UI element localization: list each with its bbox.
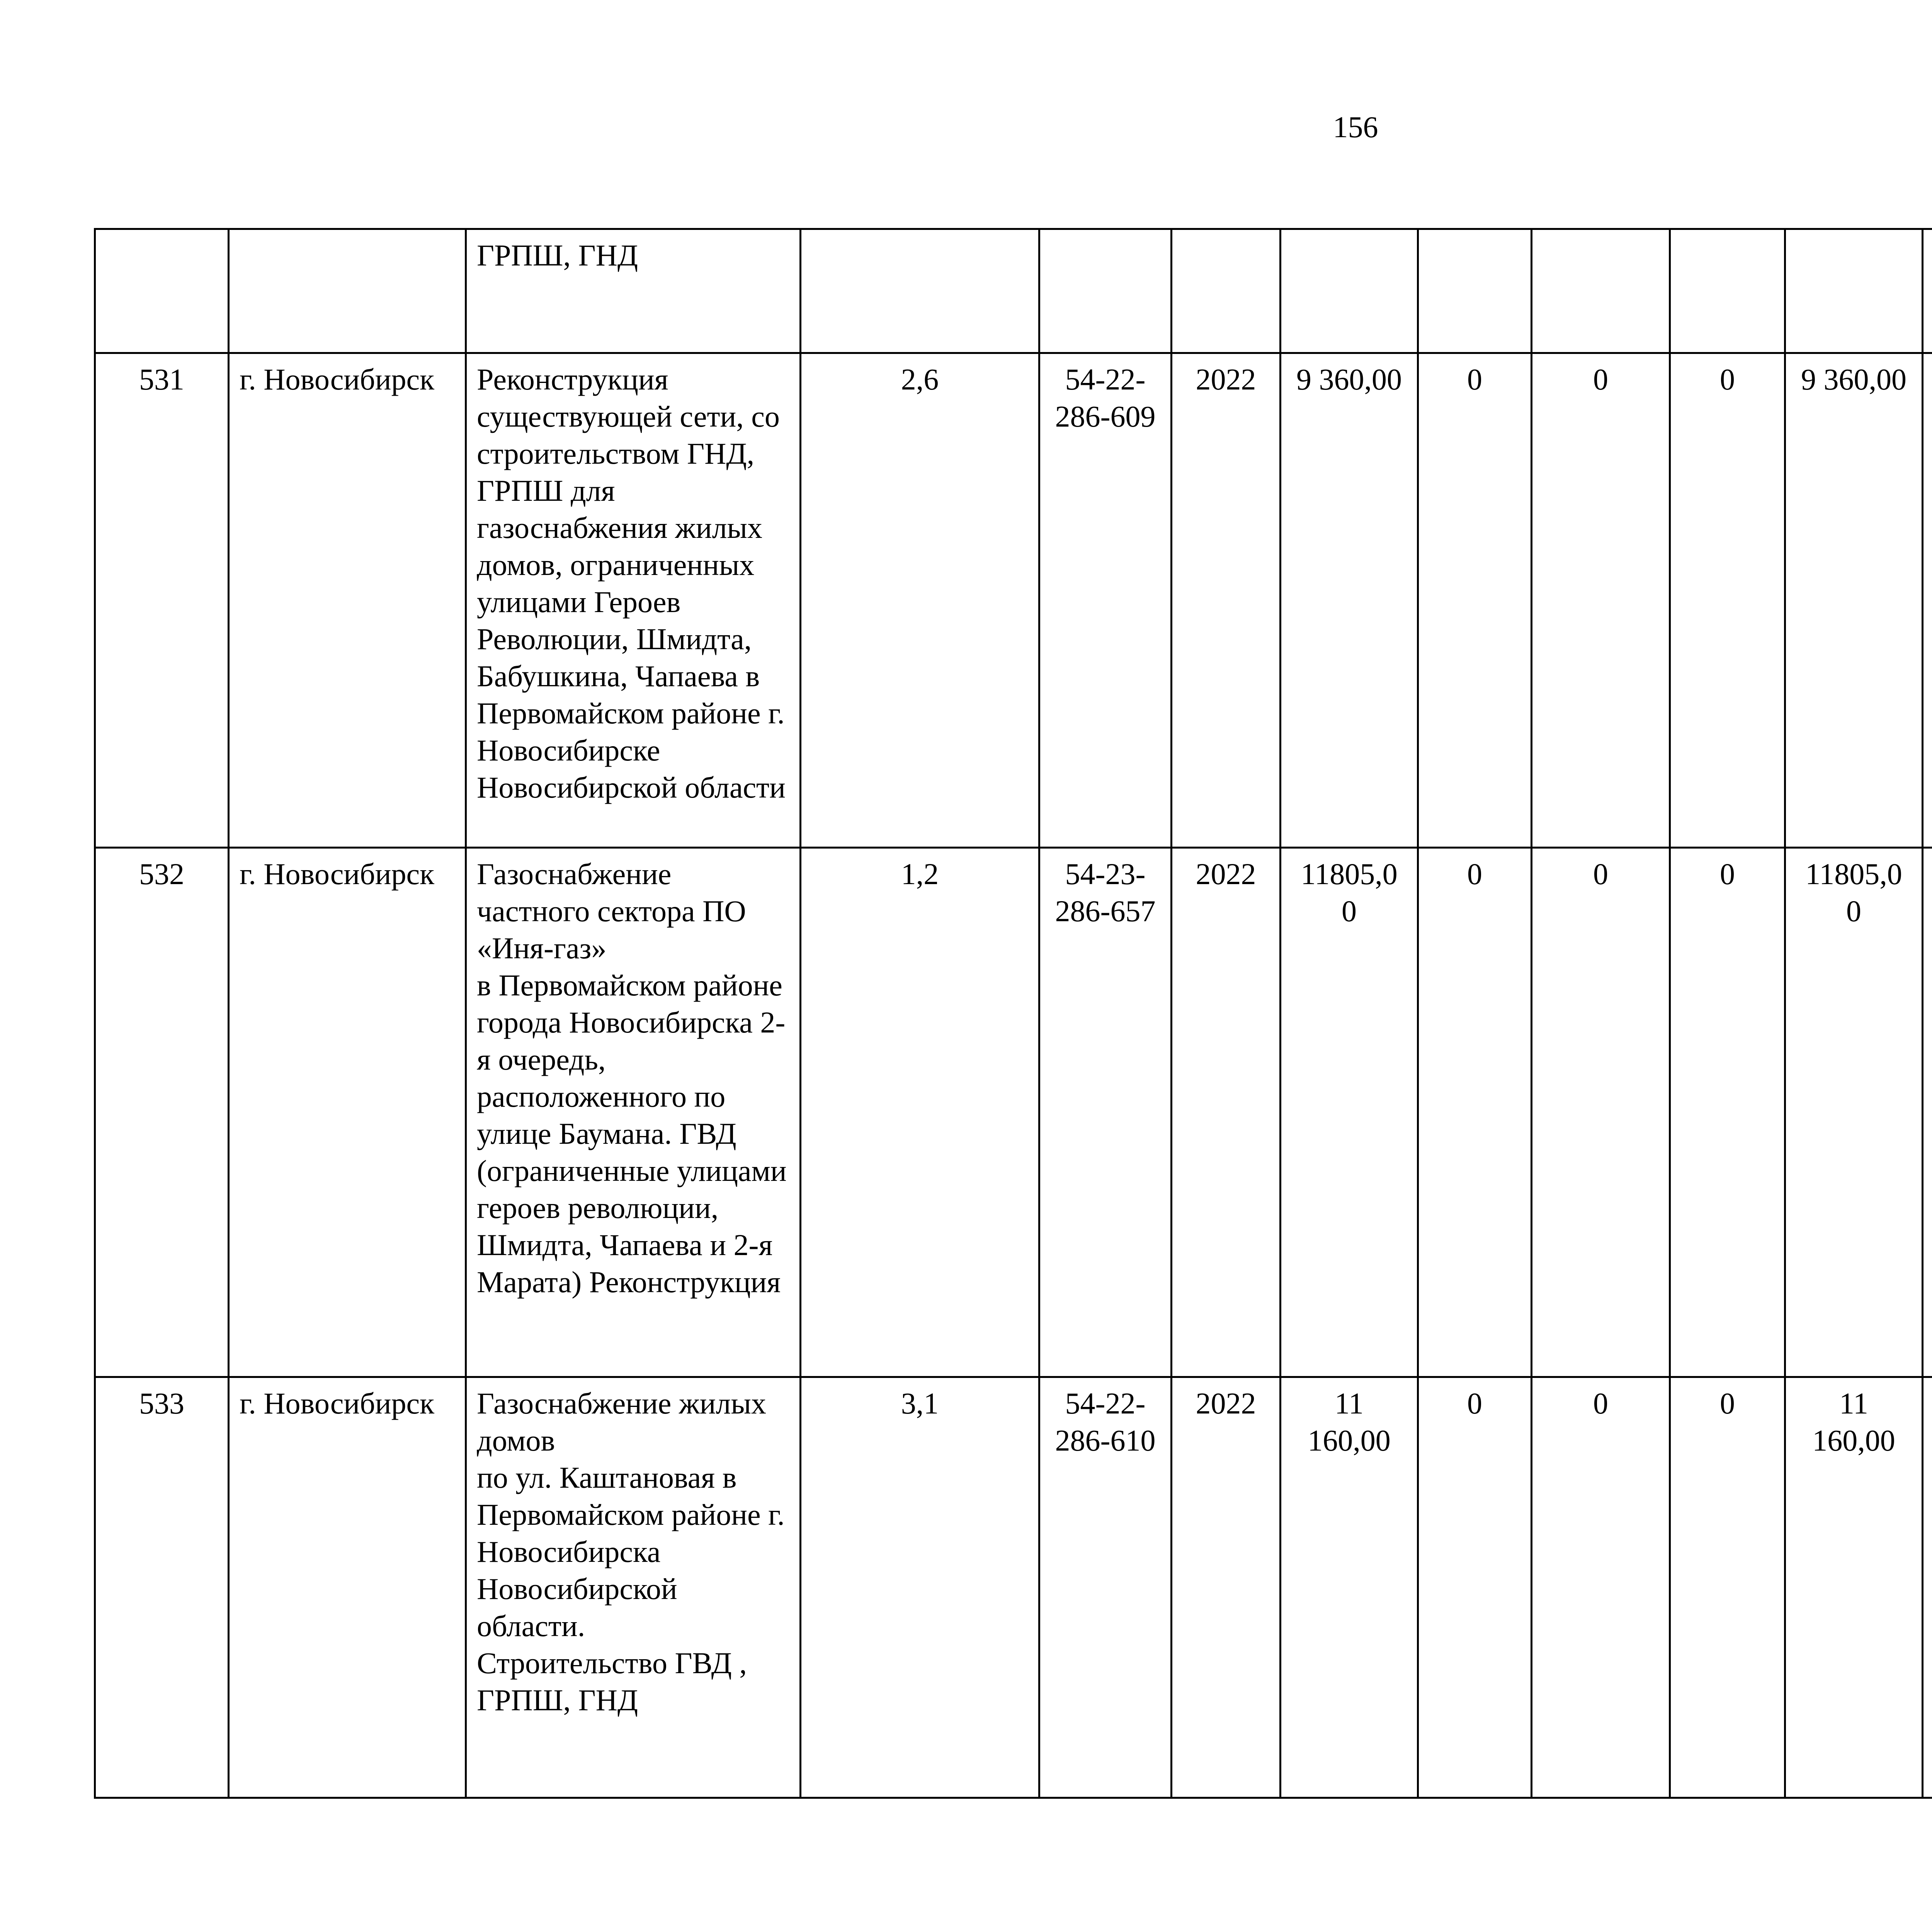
value-cell-4: [1785, 229, 1923, 353]
value-cell-1: 0: [1418, 1377, 1532, 1798]
year-cell: [1172, 229, 1281, 353]
year-cell: 2022: [1172, 353, 1281, 848]
value-cell-3: 0: [1670, 1377, 1785, 1798]
executor-cell: [1923, 353, 1932, 848]
length-cell: 1,2: [801, 848, 1039, 1377]
description-cell: Газоснабжение частного сектора ПО «Иня-газ» в Первомайском районе города Новосибирска 2-я очередь, расположенного по улице Баумана. ГВД (ограниченные улицами героев революции, Шмидта, Чапаева и 2-я Марата) Реконструкция: [466, 848, 801, 1377]
value-cell-1: 0: [1418, 353, 1532, 848]
value-cell-1: [1418, 229, 1532, 353]
description-cell: ГРПШ, ГНД: [466, 229, 801, 353]
city-cell: г. Новосибирск: [229, 353, 466, 848]
total-cell: [1281, 229, 1418, 353]
table-row: [95, 229, 1932, 353]
value-cell-4: 11805,0 0: [1785, 848, 1923, 1377]
length-cell: 3,1: [801, 1377, 1039, 1798]
page-number: 156: [1333, 110, 1378, 144]
description-cell: Реконструкция существующей сети, со строительством ГНД, ГРПШ для газоснабжения жилых домов, ограниченных улицами Героев Революции, Шмидта, Бабушкина, Чапаева в Первомайском районе г. Новосибирске Новосибирской области: [466, 353, 801, 848]
value-cell-3: 0: [1670, 353, 1785, 848]
value-cell-2: 0: [1532, 1377, 1670, 1798]
year-cell: 2022: [1172, 848, 1281, 1377]
code-cell: [1039, 229, 1172, 353]
table-row: [95, 1377, 1932, 1798]
executor-cell: [1923, 848, 1932, 1377]
executor-cell: [1923, 229, 1932, 353]
investment-program-table: [94, 228, 1932, 1799]
value-cell-2: 0: [1532, 848, 1670, 1377]
year-cell: 2022: [1172, 1377, 1281, 1798]
length-cell: 2,6: [801, 353, 1039, 848]
code-cell: 54-23- 286-657: [1039, 848, 1172, 1377]
table-row: [95, 353, 1932, 848]
executor-cell: [1923, 1377, 1932, 1798]
value-cell-4: 9 360,00: [1785, 353, 1923, 848]
value-cell-3: [1670, 229, 1785, 353]
code-cell: 54-22- 286-609: [1039, 353, 1172, 848]
row-number: [95, 229, 229, 353]
description-cell: Газоснабжение жилых домов по ул. Каштановая в Первомайском районе г. Новосибирска Новосибирской области. Строительство ГВД , ГРПШ, ГНД: [466, 1377, 801, 1798]
total-cell: 9 360,00: [1281, 353, 1418, 848]
total-cell: 11 160,00: [1281, 1377, 1418, 1798]
row-number: 532: [95, 848, 229, 1377]
value-cell-1: 0: [1418, 848, 1532, 1377]
code-cell: 54-22- 286-610: [1039, 1377, 1172, 1798]
city-cell: г. Новосибирск: [229, 1377, 466, 1798]
table-row: [95, 848, 1932, 1377]
value-cell-2: 0: [1532, 353, 1670, 848]
value-cell-2: [1532, 229, 1670, 353]
city-cell: [229, 229, 466, 353]
value-cell-3: 0: [1670, 848, 1785, 1377]
row-number: 533: [95, 1377, 229, 1798]
total-cell: 11805,0 0: [1281, 848, 1418, 1377]
length-cell: [801, 229, 1039, 353]
city-cell: г. Новосибирск: [229, 848, 466, 1377]
value-cell-4: 11 160,00: [1785, 1377, 1923, 1798]
row-number: 531: [95, 353, 229, 848]
